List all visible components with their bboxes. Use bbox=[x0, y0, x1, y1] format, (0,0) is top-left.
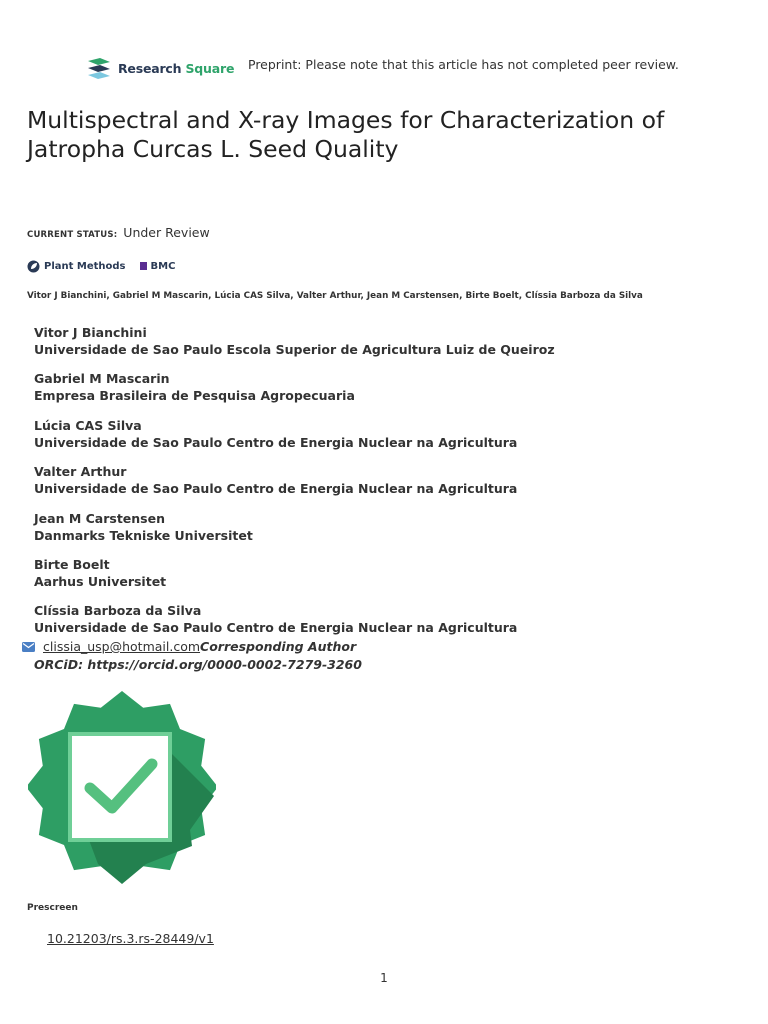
corresponding-author-label: Corresponding Author bbox=[200, 639, 357, 654]
author-name: Clíssia Barboza da Silva bbox=[34, 603, 202, 619]
publisher-bmc[interactable]: BMC bbox=[150, 260, 176, 272]
bmc-icon bbox=[140, 262, 147, 270]
author-item bbox=[34, 417, 555, 451]
research-square-logo-icon bbox=[86, 57, 112, 79]
author-affiliation: Universidade de Sao Paulo Centro de Energia Nuclear na Agricultura bbox=[34, 481, 518, 497]
page-number: 1 bbox=[380, 971, 388, 985]
author-name: Valter Arthur bbox=[34, 464, 127, 480]
current-status-label: CURRENT STATUS: bbox=[27, 230, 118, 240]
email-link[interactable]: clissia_usp@hotmail.com bbox=[43, 639, 201, 654]
author-affiliation: Universidade de Sao Paulo Centro de Energia Nuclear na Agricultura bbox=[34, 434, 518, 450]
current-status-value: Under Review bbox=[123, 225, 210, 240]
author-name: Birte Boelt bbox=[34, 556, 110, 572]
preprint-notice: Preprint: Please note that this article has not completed peer review. bbox=[248, 57, 679, 72]
logo-wordmark-research: Research bbox=[118, 60, 182, 76]
author-item bbox=[34, 510, 555, 544]
author-item bbox=[34, 324, 555, 358]
prescreen-check-badge-icon bbox=[28, 690, 216, 884]
article-title: Multispectral and X-ray Images for Characterization of Jatropha Curcas L. Seed Quality bbox=[27, 106, 665, 163]
author-affiliation: Universidade de Sao Paulo Escola Superior de Agricultura Luiz de Queiroz bbox=[34, 342, 555, 357]
author-name: Gabriel M Mascarin bbox=[34, 371, 170, 387]
author-name: Jean M Carstensen bbox=[34, 510, 165, 526]
corresponding-contact bbox=[22, 638, 362, 673]
author-name: Vitor J Bianchini bbox=[34, 325, 147, 340]
author-affiliation: Aarhus Universitet bbox=[34, 573, 167, 589]
author-item bbox=[34, 463, 555, 497]
journal-badges bbox=[27, 258, 175, 274]
author-list bbox=[34, 324, 555, 649]
logo-wordmark bbox=[118, 61, 234, 76]
research-square-logo[interactable] bbox=[86, 56, 236, 80]
author-affiliation: Universidade de Sao Paulo Centro de Energia Nuclear na Agricultura bbox=[34, 620, 518, 636]
author-byline: Vitor J Bianchini, Gabriel M Mascarin, Lúcia CAS Silva, Valter Arthur, Jean M Carstensen, Birte Boelt, Clíssia Barboza da Silva bbox=[27, 291, 643, 301]
author-affiliation: Empresa Brasileira de Pesquisa Agropecuaria bbox=[34, 388, 355, 404]
plant-methods-icon bbox=[27, 260, 40, 273]
author-item bbox=[34, 370, 555, 404]
doi-link[interactable]: 10.21203/rs.3.rs-28449/v1 bbox=[47, 931, 214, 946]
author-affiliation: Danmarks Tekniske Universitet bbox=[34, 527, 253, 543]
author-name: Lúcia CAS Silva bbox=[34, 417, 142, 433]
prescreen-label: Prescreen bbox=[27, 903, 78, 913]
journal-plant-methods[interactable]: Plant Methods bbox=[44, 260, 126, 272]
mail-icon bbox=[22, 642, 35, 652]
orcid-id: ORCiD: https://orcid.org/0000-0002-7279-3260 bbox=[34, 656, 362, 672]
logo-wordmark-square: Square bbox=[185, 60, 235, 76]
current-status bbox=[27, 225, 210, 240]
author-item bbox=[34, 602, 555, 636]
author-item bbox=[34, 556, 555, 590]
